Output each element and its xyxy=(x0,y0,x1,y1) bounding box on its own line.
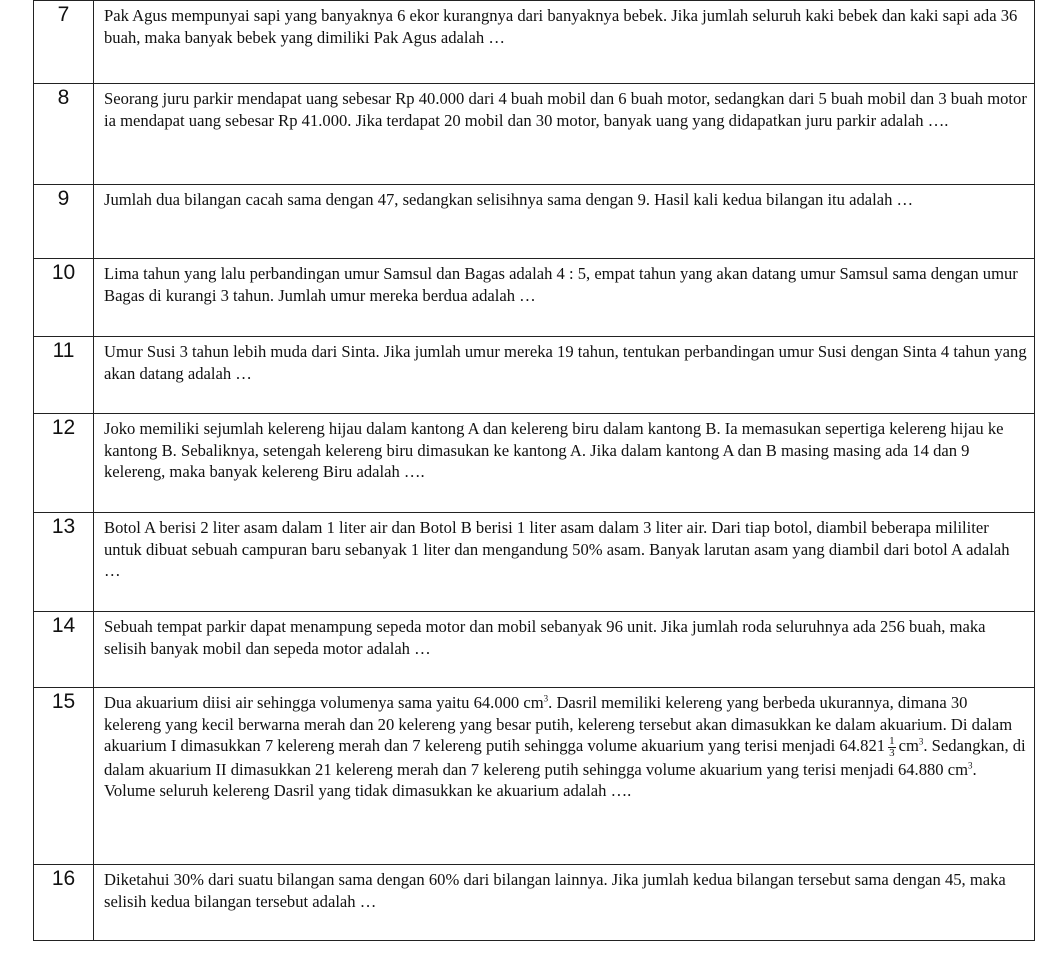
question-text-body: Pak Agus mempunyai sapi yang banyaknya 6 ekor kurangnya dari banyaknya bebek. Jika jumlah seluruh kaki bebek dan kaki sapi ada 36 buah, maka banyak bebek yang dimiliki Pak Agus adalah … xyxy=(104,6,1018,47)
question-row xyxy=(34,865,1035,941)
question-number: 13 xyxy=(34,513,94,612)
question-row xyxy=(34,612,1035,688)
question-text xyxy=(94,1,1035,84)
question-number: 10 xyxy=(34,259,94,337)
question-text xyxy=(94,259,1035,337)
question-text xyxy=(94,612,1035,688)
text-part-3: cm xyxy=(898,736,919,755)
question-row xyxy=(34,259,1035,337)
question-text-body xyxy=(104,692,1028,802)
question-text xyxy=(94,865,1035,941)
question-row xyxy=(34,513,1035,612)
question-number: 16 xyxy=(34,865,94,941)
question-text xyxy=(94,688,1035,865)
question-text-body: Joko memiliki sejumlah kelereng hijau dalam kantong A dan kelereng biru dalam kantong B. Ia memasukan sepertiga kelereng hijau ke kantong B. Sebaliknya, setengah kelereng biru dimasukan ke kantong A. Jika dalam kantong A dan B masing masing ada 14 dan 9 kelereng, maka banyak kelereng Biru adalah …. xyxy=(104,419,1004,481)
question-text xyxy=(94,414,1035,513)
questions-table xyxy=(33,0,1035,941)
text-part-5: . Volume seluruh kelereng Dasril yang tidak dimasukkan ke akuarium adalah …. xyxy=(104,759,977,801)
fraction-one-third xyxy=(888,736,896,759)
question-text xyxy=(94,84,1035,185)
fraction-numerator: 1 xyxy=(889,734,895,747)
fraction-denominator: 3 xyxy=(889,746,895,759)
question-text-body: Seorang juru parkir mendapat uang sebesar Rp 40.000 dari 4 buah mobil dan 6 buah motor, sedangkan dari 5 buah mobil dan 3 buah motor ia mendapat uang sebesar Rp 41.000. Jika terdapat 20 mobil dan 30 motor, banyak uang yang didapatkan juru parkir adalah …. xyxy=(104,89,1027,130)
question-number: 9 xyxy=(34,185,94,259)
question-row xyxy=(34,688,1035,865)
question-text-body: Umur Susi 3 tahun lebih muda dari Sinta. Jika jumlah umur mereka 19 tahun, tentukan perbandingan umur Susi dengan Sinta 4 tahun yang akan datang adalah … xyxy=(104,342,1027,383)
question-number: 7 xyxy=(34,1,94,84)
question-text-body: Botol A berisi 2 liter asam dalam 1 liter air dan Botol B berisi 1 liter asam dalam 3 liter air. Dari tiap botol, diambil beberapa mililiter untuk dibuat sebuah campuran baru sebanyak 1 liter dan mengandung 50% asam. Banyak larutan asam yang diambil dari botol A adalah … xyxy=(104,518,1010,580)
question-text-body: Diketahui 30% dari suatu bilangan sama dengan 60% dari bilangan lainnya. Jika jumlah kedua bilangan tersebut sama dengan 45, maka selisih kedua bilangan tersebut adalah … xyxy=(104,870,1006,911)
text-part-4: . Sedangkan, di dalam akuarium II dimasukkan 21 kelereng merah dan 7 kelereng putih sehingga volume akuarium yang terisi menjadi 64.880 cm xyxy=(104,736,1026,779)
cubic-superscript: 3 xyxy=(543,693,549,704)
cubic-superscript: 3 xyxy=(918,736,924,747)
question-number: 12 xyxy=(34,414,94,513)
question-row xyxy=(34,185,1035,259)
question-text xyxy=(94,185,1035,259)
cubic-superscript: 3 xyxy=(968,760,973,771)
question-row xyxy=(34,337,1035,414)
question-number: 15 xyxy=(34,688,94,865)
question-text xyxy=(94,337,1035,414)
question-number: 8 xyxy=(34,84,94,185)
text-part-1: Dua akuarium diisi air sehingga volumenya sama yaitu 64.000 cm xyxy=(104,693,544,712)
question-row xyxy=(34,1,1035,84)
question-row xyxy=(34,84,1035,185)
question-text-body: Sebuah tempat parkir dapat menampung sepeda motor dan mobil sebanyak 96 unit. Jika jumlah roda seluruhnya ada 256 buah, maka selisih banyak mobil dan sepeda motor adalah … xyxy=(104,617,986,658)
question-text xyxy=(94,513,1035,612)
text-part-2: . Dasril memiliki kelereng yang berbeda ukurannya, dimana 30 kelereng yang kecil berwarna merah dan 20 kelereng yang besar putih, kelereng tersebut akan dimasukkan ke dalam akuarium. Di dalam akuarium I dimasukkan 7 kelereng merah dan 7 kelereng putih sehingga volume akuarium yang terisi menjadi 64.821 xyxy=(104,693,1013,755)
question-text-body: Jumlah dua bilangan cacah sama dengan 47, sedangkan selisihnya sama dengan 9. Hasil kali kedua bilangan itu adalah … xyxy=(104,190,914,209)
question-number: 11 xyxy=(34,337,94,414)
question-row xyxy=(34,414,1035,513)
question-number: 14 xyxy=(34,612,94,688)
question-text-body: Lima tahun yang lalu perbandingan umur Samsul dan Bagas adalah 4 : 5, empat tahun yang akan datang umur Samsul sama dengan umur Bagas di kurangi 3 tahun. Jumlah umur mereka berdua adalah … xyxy=(104,264,1018,305)
